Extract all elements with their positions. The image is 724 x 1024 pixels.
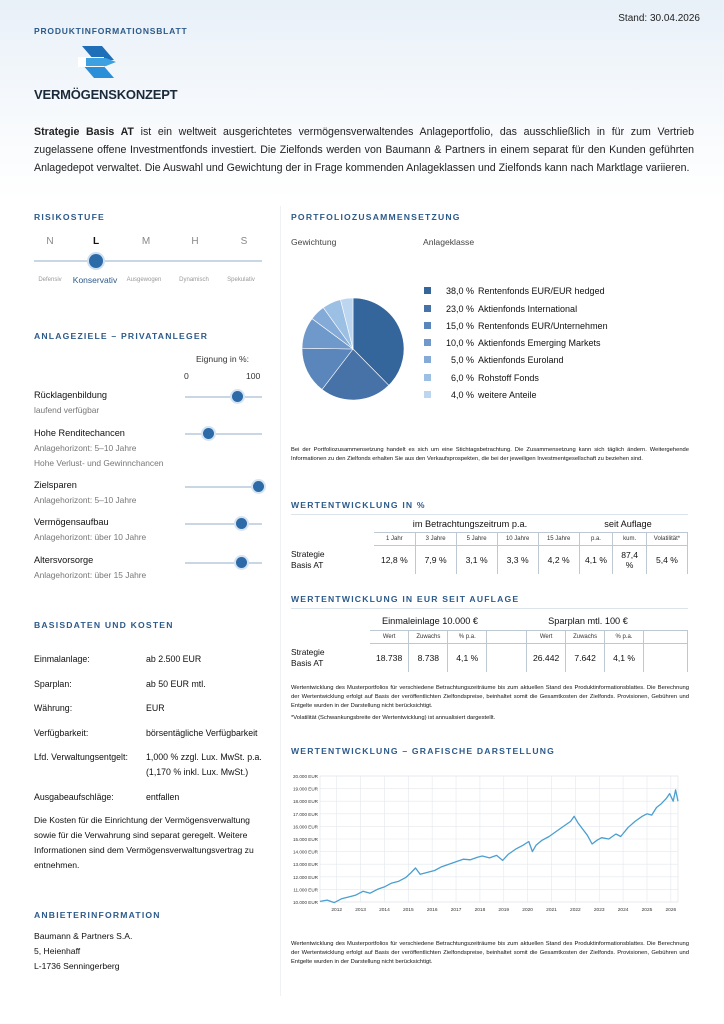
provider-line: 5, Heienhaff [34, 946, 81, 956]
y-tick-label: 13.000 EUR [292, 862, 318, 868]
y-tick-label: 11.000 EUR [293, 887, 318, 893]
row-label-line: Basis AT [291, 559, 324, 570]
table-header-cell: % p.a. [605, 631, 644, 644]
logo-icon [78, 42, 118, 82]
table-header-cell: kum. [613, 533, 647, 546]
y-tick-label: 16.000 EUR [292, 824, 318, 830]
risk-letter-n: N [46, 236, 54, 247]
basics-title: BASISDATEN UND KOSTEN [34, 620, 174, 630]
table-header-cell: Volatilität* [646, 533, 687, 546]
intro-paragraph [34, 123, 694, 178]
provider-title: ANBIETERINFORMATION [34, 910, 161, 920]
x-tick-label: 2014 [379, 908, 390, 913]
legend-item [424, 304, 577, 314]
table-header-cell [487, 631, 527, 644]
goal-slider-knob [203, 428, 214, 439]
chart-title: WERTENTWICKLUNG – GRAFISCHE DARSTELLUNG [291, 746, 556, 756]
x-tick-label: 2023 [593, 908, 605, 913]
x-tick-label: 2019 [498, 908, 510, 913]
risk-letter-h: H [191, 236, 199, 247]
risk-name-ausgewogen: Ausgewogen [126, 277, 162, 283]
goal-slider-knob [232, 391, 243, 402]
table-cell: 4,1 % [448, 644, 487, 672]
y-tick-label: 12.000 EUR [292, 874, 318, 880]
table-cell: 26.442 [527, 644, 566, 672]
legend-name: Aktienfonds Euroland [478, 355, 564, 365]
legend-item [424, 390, 537, 400]
perf-eur-group-1: Einmaleinlage 10.000 € [381, 616, 479, 626]
table-header-row [291, 533, 688, 546]
legend-swatch [424, 287, 431, 294]
row-label [291, 546, 374, 574]
table-header-cell [291, 631, 370, 644]
y-tick-label: 15.000 EUR [292, 837, 318, 842]
legend-name: Aktienfonds International [478, 304, 578, 314]
goal-sub: Anlagehorizont: über 10 Jahre [34, 532, 147, 542]
legend-item [424, 373, 539, 383]
basics-value: börsentägliche Verfügbarkeit [146, 728, 258, 738]
x-tick-label: 2016 [426, 908, 438, 913]
table-row [291, 644, 688, 672]
basics-value-2: (1,170 % inkl. Lux. MwSt.) [146, 767, 249, 777]
chart-note: Wertentwicklung des Musterportfolios für verschiedene Betrachtungszeiträume bis zum aktuellen Stand des Produktinformationsblattes. Die Berechnung der Wertentwicklung erfolgt auf Basis der veröffentlichten Zielfondspreise, beinhaltet somit die Gesamtkosten der Zielfonds. Provisionen, Gebühren und Entgelte wurden in der Darstellung nicht berücksichtigt. [291, 941, 689, 965]
goals-scale-max: 100 [246, 371, 261, 381]
y-tick-label: 10.000 EUR [292, 900, 318, 905]
basics-label: Verfügbarkeit: [34, 728, 89, 738]
portfolio-note: Bei der Portfoliozusammensetzung handelt es sich um eine Stichtagsbetrachtung. Die Zusammensetzung kann sich täglich ändern. Weitergehende Informationen zu den Zielfonds erhalten Sie aus den Verkaufsprospekten, die bei der jeweiligen Investmentgesellschaft zu beziehen sind. [291, 447, 689, 462]
table-header-cell: % p.a. [448, 631, 487, 644]
perf-pct-group-2: seit Auflage [604, 519, 652, 529]
provider-line: Baumann & Partners S.A. [34, 931, 133, 941]
table-header-row [291, 631, 688, 644]
table-header-cell: 15 Jahre [538, 533, 579, 546]
risk-scale-track [34, 260, 262, 262]
legend-pct: 10,0 % [445, 338, 474, 348]
goal-sub: Anlagehorizont: 5–10 Jahre [34, 443, 137, 453]
x-tick-label: 2025 [641, 908, 653, 913]
table-header-cell: 5 Jahre [456, 533, 497, 546]
y-tick-label: 20.000 EUR [292, 774, 318, 779]
basics-note: Die Kosten für die Einrichtung der Vermögensverwaltung sowie für die Verwahrung sind separat geregelt. Weitere Informationen sind dem Vermögensverwaltungsvertrag zu entnehmen. [34, 815, 254, 870]
row-label-line: Strategie [291, 548, 325, 559]
goal-title: Vermögensaufbau [34, 517, 109, 527]
table-header-cell: 10 Jahre [497, 533, 538, 546]
table-row [291, 546, 688, 574]
row-label-line: Strategie [291, 646, 325, 657]
table-cell: 5,4 % [646, 546, 687, 574]
goal-sub-2: Hohe Verlust- und Gewinnchancen [34, 458, 164, 468]
goal-title: Hohe Renditechancen [34, 428, 125, 438]
x-tick-label: 2024 [617, 908, 629, 913]
goal-slider-track [185, 396, 262, 398]
table-cell: 4,2 % [538, 546, 579, 574]
legend-name: Rohstoff Fonds [478, 373, 539, 383]
table-header-cell: Zuwachs [409, 631, 448, 644]
risk-title: RISIKOSTUFE [34, 212, 105, 222]
x-tick-label: 2013 [355, 908, 366, 913]
table-cell: 7.642 [566, 644, 605, 672]
x-tick-label: 2021 [546, 908, 557, 913]
goal-slider-track [185, 433, 262, 435]
perf-pct-title: WERTENTWICKLUNG IN % [291, 500, 426, 510]
y-tick-label: 19.000 EUR [292, 786, 318, 792]
basics-label: Einmalanlage: [34, 654, 90, 664]
legend-name: weitere Anteile [478, 390, 537, 400]
document-type-label: PRODUKTINFORMATIONSBLATT [34, 26, 188, 36]
legend-pct: 5,0 % [450, 355, 474, 365]
legend-swatch [424, 322, 431, 329]
table-cell: 18.738 [370, 644, 409, 672]
intro-text: ist ein weltweit ausgerichtetes vermögensverwaltendes Anlageportfolio, das ausschließlich in für zum Vertrieb zugelassene offene Investmentfonds investiert. Die Zielfonds werden von Baumann & Partners in einem separat für den Kunden geführten Anlagedepot verwaltet. Die Auswahl und Gewichtung der in Frage kommenden Anlageklassen und Zielfonds kann nach Marktlage variieren. [34, 126, 694, 175]
stand-date: Stand: 30.04.2026 [618, 13, 700, 24]
goal-title: Zielsparen [34, 480, 77, 490]
basics-value: EUR [146, 703, 165, 713]
goal-slider-track [185, 486, 262, 488]
legend-pct: 4,0 % [450, 390, 474, 400]
portfolio-col-class: Anlageklasse [423, 237, 475, 247]
perf-eur-title: WERTENTWICKLUNG IN EUR SEIT AUFLAGE [291, 594, 520, 604]
perf-pct-group-1: im Betrachtungszeitrum p.a. [412, 519, 528, 529]
goals-scale-min: 0 [184, 371, 189, 381]
x-tick-label: 2018 [474, 908, 486, 913]
portfolio-title: PORTFOLIOZUSAMMENSETZUNG [291, 212, 461, 222]
portfolio-pie-chart [300, 296, 406, 402]
y-tick-label: 18.000 EUR [292, 799, 318, 805]
table-header-cell: Wert [370, 631, 409, 644]
goal-slider-knob [236, 518, 247, 529]
table-cell [487, 644, 527, 672]
goal-slider-knob [236, 557, 247, 568]
risk-name-spekulativ: Spekulativ [227, 277, 255, 283]
legend-name: Rentenfonds EUR/Unternehmen [478, 321, 608, 331]
goal-slider-track [185, 562, 262, 564]
legend-name: Aktienfonds Emerging Markets [478, 338, 601, 348]
provider-line: L-1736 Senningerberg [34, 961, 120, 971]
x-tick-label: 2022 [570, 908, 581, 913]
table-header-cell: Wert [527, 631, 566, 644]
performance-line-chart [286, 766, 690, 932]
row-label [291, 644, 370, 672]
table-cell: 87,4 % [613, 546, 647, 574]
perf-eur-group-2: Sparplan mtl. 100 € [548, 616, 628, 626]
table-header-cell: Zuwachs [566, 631, 605, 644]
risk-letter-l: L [92, 236, 100, 247]
perf-eur-note: Wertentwicklung des Musterportfolios für verschiedene Betrachtungszeiträume bis zum aktuellen Stand des Produktinformationsblattes. Die Berechnung der Wertentwicklung erfolgt auf Basis der veröffentlichten Zielfondspreise, beinhaltet somit die Gesamtkosten der Zielfonds. Provisionen, Gebühren und Entgelte wurden in der Darstellung nicht berücksichtigt. [291, 685, 689, 709]
risk-name-defensiv: Defensiv [38, 277, 62, 283]
table-header-cell: p.a. [579, 533, 613, 546]
goal-title: Altersvorsorge [34, 555, 94, 565]
goal-slider-track [185, 523, 262, 525]
x-tick-label: 2020 [522, 908, 533, 913]
x-tick-label: 2015 [402, 908, 414, 913]
y-tick-label: 14.000 EUR [292, 849, 318, 855]
table-cell: 8.738 [409, 644, 448, 672]
basics-label: Ausgabeaufschläge: [34, 792, 114, 802]
risk-name-dynamisch: Dynamisch [179, 277, 209, 283]
perf-eur-table [291, 630, 688, 672]
divider [291, 608, 688, 609]
legend-pct: 6,0 % [450, 373, 474, 383]
x-tick-label: 2017 [450, 908, 462, 913]
y-tick-label: 17.000 EUR [292, 811, 318, 817]
risk-name-konservativ: Konservativ [72, 275, 118, 285]
goal-sub: Anlagehorizont: 5–10 Jahre [34, 495, 137, 505]
x-tick-label: 2026 [665, 908, 677, 913]
goal-title: Rücklagenbildung [34, 390, 108, 400]
volatility-note: *Volatilität (Schwankungsbreite der Wertentwicklung) ist annualisiert dargestellt. [291, 715, 496, 721]
risk-scale-marker [89, 254, 103, 268]
table-cell: 4,1 % [605, 644, 644, 672]
goal-slider-knob [253, 481, 264, 492]
table-cell: 3,1 % [456, 546, 497, 574]
table-header-cell: 1 Jahr [374, 533, 415, 546]
goal-sub: Anlagehorizont: über 15 Jahre [34, 570, 147, 580]
basics-value: 1,000 % zzgl. Lux. MwSt. p.a. [146, 752, 262, 762]
basics-label: Sparplan: [34, 679, 72, 689]
basics-label: Lfd. Verwaltungsentgelt: [34, 752, 128, 762]
legend-swatch [424, 339, 431, 346]
goals-title: ANLAGEZIELE – PRIVATANLEGER [34, 331, 209, 341]
basics-value: entfallen [146, 792, 180, 802]
row-label-line: Basis AT [291, 657, 324, 668]
goals-scale-label: Eignung in %: [196, 354, 250, 364]
table-cell [644, 644, 688, 672]
logo-text: VERMÖGENSKONZEPT [34, 87, 178, 102]
risk-letter-m: M [141, 236, 151, 247]
basics-value: ab 50 EUR mtl. [146, 679, 206, 689]
legend-swatch [424, 374, 431, 381]
table-header-cell: 3 Jahre [415, 533, 456, 546]
table-cell: 4,1 % [579, 546, 613, 574]
basics-label: Währung: [34, 703, 73, 713]
legend-swatch [424, 356, 431, 363]
goal-sub: laufend verfügbar [34, 405, 100, 415]
legend-item [424, 338, 601, 348]
portfolio-col-weight: Gewichtung [291, 237, 337, 247]
legend-name: Rentenfonds EUR/EUR hedged [478, 286, 605, 296]
legend-pct: 38,0 % [445, 286, 474, 296]
legend-swatch [424, 391, 431, 398]
basics-value: ab 2.500 EUR [146, 654, 202, 664]
risk-letter-s: S [240, 236, 248, 247]
x-tick-label: 2012 [331, 908, 343, 913]
table-cell: 3,3 % [497, 546, 538, 574]
table-cell: 12,8 % [374, 546, 415, 574]
table-header-cell [644, 631, 688, 644]
legend-pct: 23,0 % [445, 304, 474, 314]
table-header-cell [291, 533, 374, 546]
legend-item [424, 355, 564, 365]
perf-pct-table [291, 532, 688, 574]
column-divider [280, 206, 281, 996]
legend-pct: 15,0 % [445, 321, 474, 331]
strategy-name: Strategie Basis AT [34, 126, 134, 138]
legend-item [424, 286, 605, 296]
legend-item [424, 321, 608, 331]
divider [291, 514, 688, 515]
legend-swatch [424, 305, 431, 312]
table-cell: 7,9 % [415, 546, 456, 574]
